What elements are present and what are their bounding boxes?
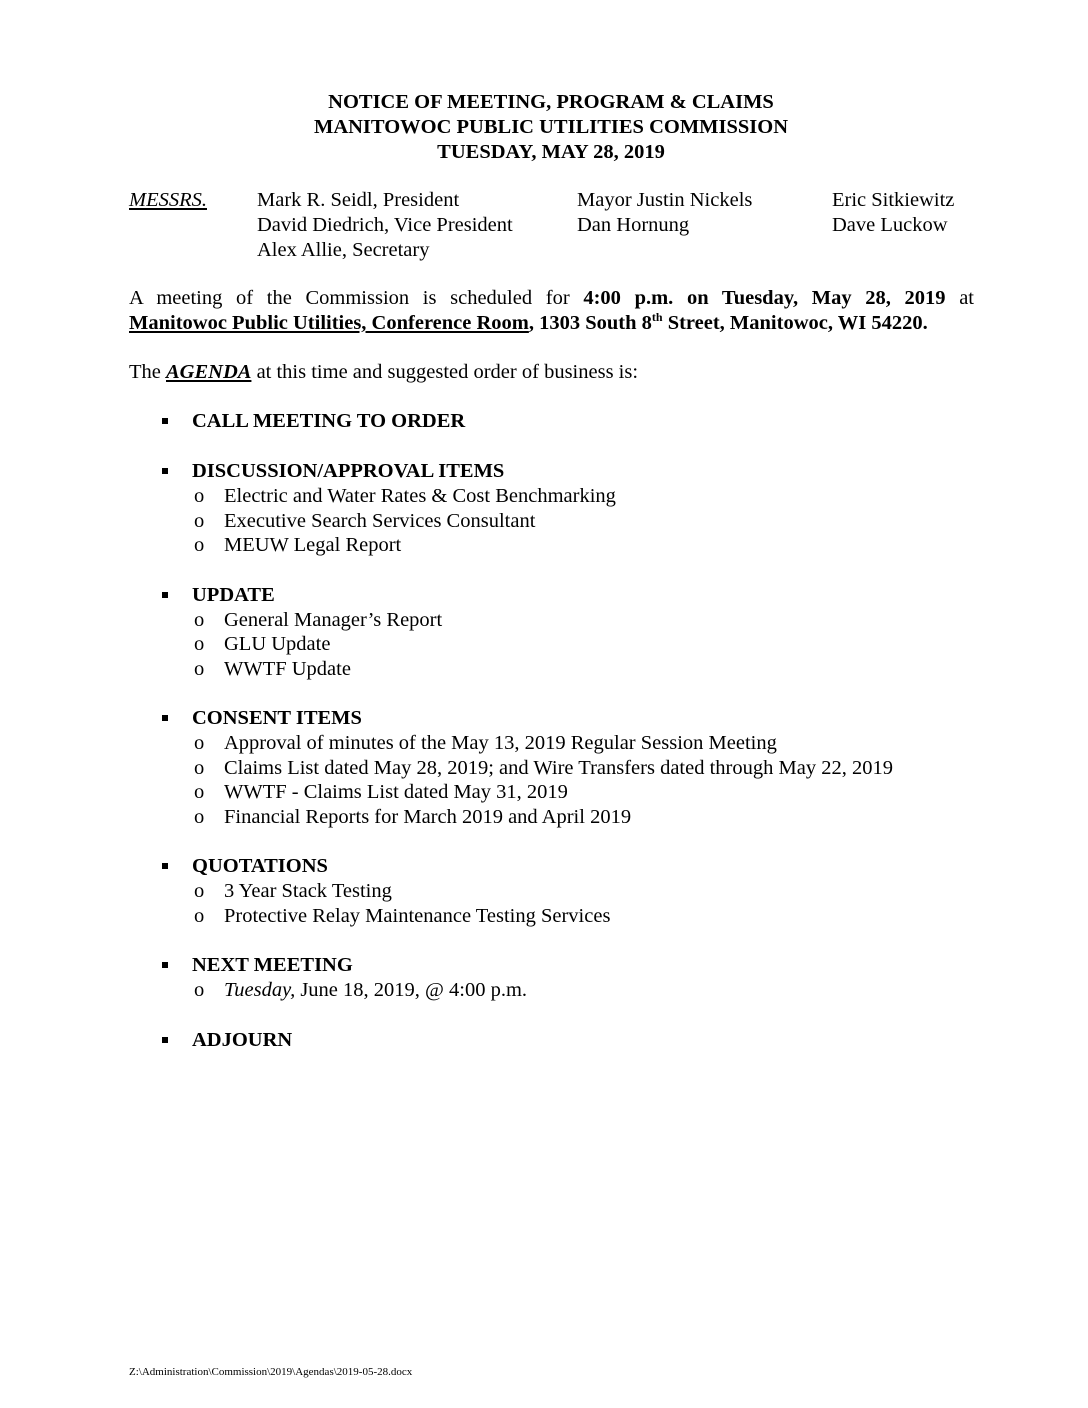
section-title: CALL MEETING TO ORDER xyxy=(192,410,466,432)
messrs-label: MESSRS. xyxy=(129,189,207,211)
meeting-time-date: 4:00 p.m. on Tuesday, May 28, 2019 xyxy=(583,287,946,309)
circle-bullet-icon: o xyxy=(194,781,205,803)
intro-text: A meeting of the Commission is scheduled for xyxy=(129,287,584,309)
square-bullet-icon xyxy=(162,468,168,474)
circle-bullet-icon: o xyxy=(194,534,205,556)
meeting-intro xyxy=(129,286,974,336)
document-header xyxy=(0,90,1088,165)
agenda-sub-item xyxy=(0,484,1088,509)
agenda-sub-item xyxy=(0,756,1088,781)
sub-item-text: Approval of minutes of the May 13, 2019 Regular Session Meeting xyxy=(224,732,777,754)
square-bullet-icon xyxy=(162,418,168,424)
agenda-sub-item xyxy=(0,904,1088,929)
agenda-intro xyxy=(129,360,638,385)
member-name: David Diedrich, Vice President xyxy=(257,214,513,236)
agenda-sub-item xyxy=(0,978,1088,1003)
circle-bullet-icon: o xyxy=(194,657,205,680)
circle-bullet-icon: o xyxy=(194,979,205,1001)
section-heading xyxy=(0,583,1088,608)
circle-bullet-icon: o xyxy=(194,509,205,532)
sub-item-text: Executive Search Services Consultant xyxy=(224,509,536,532)
section-title: UPDATE xyxy=(192,583,275,606)
circle-bullet-icon: o xyxy=(194,805,205,828)
sub-item-text: Electric and Water Rates & Cost Benchmarking xyxy=(224,485,616,507)
member-name: Alex Allie, Secretary xyxy=(257,239,430,261)
sub-item-text: GLU Update xyxy=(224,633,331,655)
square-bullet-icon xyxy=(162,715,168,721)
next-meeting-details: June 18, 2019, @ 4:00 p.m. xyxy=(295,979,528,1001)
sub-item-text: WWTF Update xyxy=(224,657,351,680)
agenda-word: AGENDA xyxy=(166,361,252,383)
address-suffix: Street, Manitowoc, WI 54220. xyxy=(662,312,928,334)
section-title: NEXT MEETING xyxy=(192,954,353,976)
section-title: ADJOURN xyxy=(192,1028,293,1051)
circle-bullet-icon: o xyxy=(194,732,205,754)
next-meeting-day: Tuesday, xyxy=(224,979,296,1001)
square-bullet-icon xyxy=(162,863,168,869)
square-bullet-icon xyxy=(162,1037,168,1043)
member-name: Mark R. Seidl, President xyxy=(257,189,460,211)
agenda-sub-item xyxy=(0,879,1088,904)
agenda-sub-item xyxy=(0,632,1088,657)
agenda-section xyxy=(0,409,1088,434)
agenda-section xyxy=(0,854,1088,928)
section-heading xyxy=(0,459,1088,484)
section-heading xyxy=(0,1028,1088,1053)
sub-item-text: Claims List dated May 28, 2019; and Wire Transfers dated through May 22, 2019 xyxy=(224,756,893,779)
member-name: Eric Sitkiewitz xyxy=(832,189,955,211)
sub-item-text: MEUW Legal Report xyxy=(224,534,402,556)
agenda-section xyxy=(0,583,1088,682)
agenda-section xyxy=(0,953,1088,1003)
agenda-sub-item xyxy=(0,731,1088,756)
agenda-prefix: The xyxy=(129,361,166,383)
square-bullet-icon xyxy=(162,962,168,968)
agenda-section xyxy=(0,1028,1088,1053)
intro-line-2 xyxy=(129,311,974,336)
agenda-sub-item xyxy=(0,805,1088,830)
section-heading xyxy=(0,854,1088,879)
section-title: CONSENT ITEMS xyxy=(192,707,362,729)
member-name: Mayor Justin Nickels xyxy=(577,189,753,211)
intro-text-at: at xyxy=(945,287,975,309)
agenda-section xyxy=(0,706,1088,829)
members-column-1 xyxy=(257,188,513,263)
sub-item-text: General Manager’s Report xyxy=(224,608,443,631)
circle-bullet-icon: o xyxy=(194,608,205,631)
circle-bullet-icon: o xyxy=(194,485,205,507)
header-date: TUESDAY, MAY 28, 2019 xyxy=(437,141,665,163)
circle-bullet-icon: o xyxy=(194,880,205,902)
next-meeting-date xyxy=(224,978,527,1003)
circle-bullet-icon: o xyxy=(194,904,205,927)
sub-item-text: 3 Year Stack Testing xyxy=(224,880,392,902)
agenda-sub-item xyxy=(0,533,1088,558)
meeting-location: Manitowoc Public Utilities, Conference Room xyxy=(129,312,529,334)
file-path-footer: Z:\Administration\Commission\2019\Agendas\2019-05-28.docx xyxy=(129,1366,413,1378)
agenda-sub-item xyxy=(0,780,1088,805)
address-prefix: , 1303 South 8 xyxy=(528,312,652,334)
sub-item-text: Protective Relay Maintenance Testing Services xyxy=(224,904,611,927)
agenda-sub-item xyxy=(0,657,1088,682)
sub-item-text: Financial Reports for March 2019 and April 2019 xyxy=(224,805,632,828)
member-name: Dave Luckow xyxy=(832,214,948,236)
agenda-section xyxy=(0,459,1088,558)
members-column-3 xyxy=(832,188,954,238)
section-title: DISCUSSION/APPROVAL ITEMS xyxy=(192,460,505,482)
agenda-sub-item xyxy=(0,509,1088,534)
circle-bullet-icon: o xyxy=(194,756,205,779)
sub-item-text: WWTF - Claims List dated May 31, 2019 xyxy=(224,781,568,803)
section-heading xyxy=(0,409,1088,434)
intro-line-1 xyxy=(129,286,974,311)
agenda-sub-item xyxy=(0,608,1088,633)
address-sup: th xyxy=(651,310,663,325)
header-organization: MANITOWOC PUBLIC UTILITIES COMMISSION xyxy=(313,116,789,138)
members-column-2 xyxy=(577,188,752,238)
section-heading xyxy=(0,706,1088,731)
section-title: QUOTATIONS xyxy=(192,855,328,877)
header-title: NOTICE OF MEETING, PROGRAM & CLAIMS xyxy=(328,91,774,113)
section-heading xyxy=(0,953,1088,978)
square-bullet-icon xyxy=(162,592,168,598)
circle-bullet-icon: o xyxy=(194,633,205,655)
agenda-suffix: at this time and suggested order of business is: xyxy=(251,361,639,383)
agenda-sections xyxy=(0,409,1088,1078)
member-name: Dan Hornung xyxy=(577,214,690,236)
